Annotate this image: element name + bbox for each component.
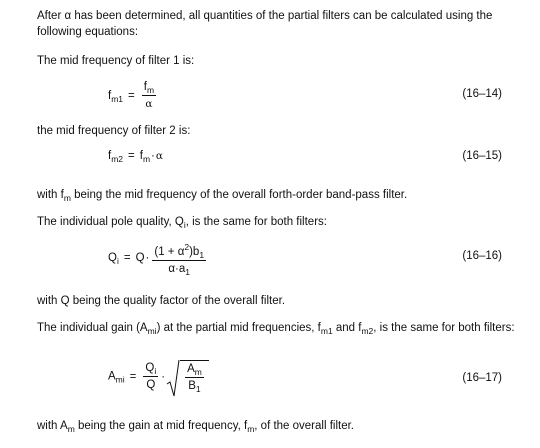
intro-paragraph: After α has been determined, all quantities of the partial filters can be calculated using the following equations: — [37, 10, 493, 38]
pole-quality-text: The individual pole quality, $Q_i$, is the same for both filters: — [37, 216, 327, 230]
gain-text: The individual gain $(A_{mi})$ at the partial mid frequencies, $f_{m1}$ and $f_{m2}$, is the same for both filters: — [37, 322, 515, 336]
eq-lhs: $f_{m1}$ — [108, 89, 124, 104]
equation-number-16-15: (16–15) — [462, 150, 502, 162]
am-note: with $A_m$ being the gain at mid frequency, $f_m$, of the overall filter. — [37, 420, 354, 434]
mid-frequency-1-text: The mid frequency of filter 1 is: — [37, 55, 195, 67]
equation-16-14: $f_{m1}$ = $\frac{f_m}{\alpha}$ — [108, 81, 155, 110]
square-root: $\frac{A_m}{B_1}$ — [166, 360, 209, 393]
equation-16-17: $A_{mi}$ = $\frac{Q_i}{Q}$ · $\frac{A_m}{B_1}$ — [108, 360, 209, 393]
fm-note: with $f_m$ being the mid frequency of the overall forth-order band-pass filter. — [37, 189, 408, 203]
fraction: $\frac{(1 + \alpha^2)b_1}{\alpha\cdot a_1}$ — [154, 242, 205, 277]
equation-number-16-17: (16–17) — [462, 372, 502, 384]
equation-16-16: $Q_i = Q\cdot$ $\frac{(1 + \alpha^2)b_1}{\alpha\cdot a_1}$ — [108, 242, 205, 277]
equation-16-15: $f_{m2} = f_m\cdot\alpha$ — [108, 150, 163, 164]
equation-number-16-14: (16–14) — [462, 88, 502, 100]
equation-number-16-16: (16–16) — [462, 250, 502, 262]
mid-frequency-2-text: the mid frequency of filter 2 is: — [37, 125, 191, 137]
fraction: $\frac{f_m}{\alpha}$ — [143, 81, 155, 110]
q-note: with Q being the quality factor of the overall filter. — [37, 295, 286, 307]
fraction: $\frac{Q_i}{Q}$ — [145, 362, 157, 391]
